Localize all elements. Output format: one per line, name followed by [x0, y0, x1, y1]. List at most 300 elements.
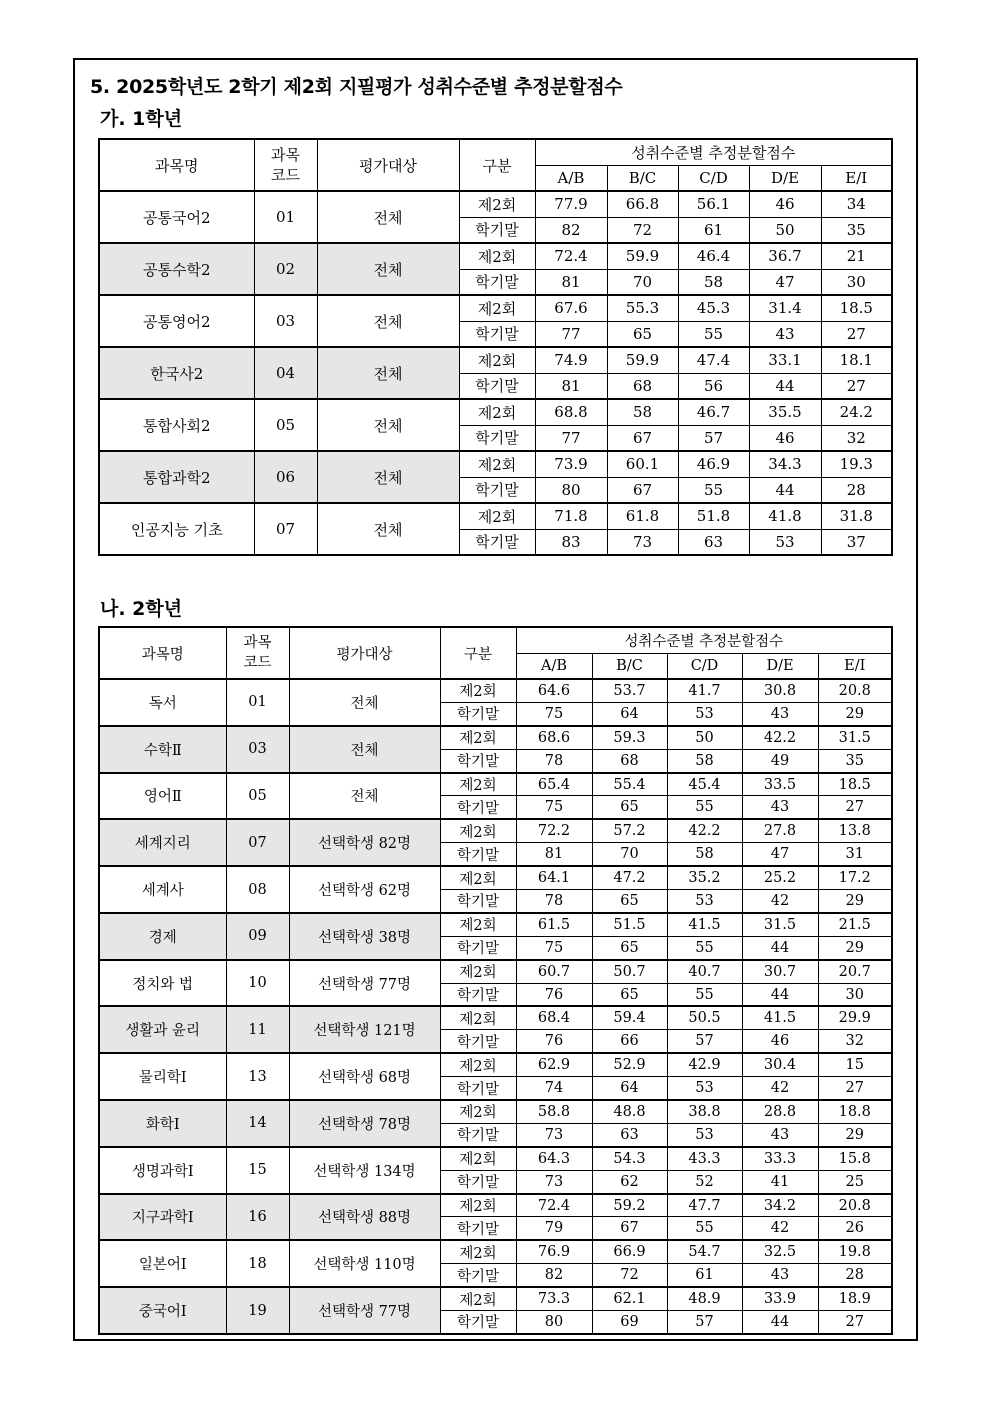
- cut-score: 76: [516, 983, 592, 1006]
- row-type-label: 제2회: [440, 1006, 516, 1029]
- cut-score: 80: [516, 1311, 592, 1334]
- subject-code: 15: [226, 1147, 289, 1194]
- cut-score: 35.5: [749, 399, 821, 425]
- cut-score: 73: [516, 1170, 592, 1193]
- subject-code: 09: [226, 913, 289, 960]
- cut-score: 52: [667, 1170, 742, 1193]
- subject-code: 03: [254, 295, 317, 347]
- cut-score: 68.4: [516, 1006, 592, 1029]
- cut-score: 64.1: [516, 866, 592, 889]
- cut-score: 28: [821, 477, 892, 503]
- cut-score: 77: [535, 425, 607, 451]
- cut-score: 78: [516, 749, 592, 772]
- cut-score: 60.7: [516, 960, 592, 983]
- table-row: [99, 1006, 892, 1029]
- table-row: [99, 913, 892, 936]
- cut-score: 41.5: [667, 913, 742, 936]
- cut-score: 38.8: [667, 1100, 742, 1123]
- cut-score: 27: [821, 321, 892, 347]
- table-row: [99, 1240, 892, 1263]
- row-type-label: 학기말: [440, 1077, 516, 1100]
- cut-score: 45.3: [678, 295, 749, 321]
- cut-score: 35: [818, 749, 892, 772]
- cut-score: 13.8: [818, 819, 892, 842]
- cut-score: 20.8: [818, 679, 892, 702]
- subject-code: 06: [254, 451, 317, 503]
- cut-score: 81: [516, 843, 592, 866]
- cut-score: 29.9: [818, 1006, 892, 1029]
- cut-score: 25: [818, 1170, 892, 1193]
- header-code-line1: 과목: [271, 146, 300, 164]
- table-row: [99, 399, 892, 425]
- subject-name: 정치와 법: [99, 960, 226, 1007]
- cut-score: 59.9: [607, 243, 678, 269]
- cut-score: 81: [535, 269, 607, 295]
- cut-score: 54.7: [667, 1240, 742, 1263]
- grade1-table: [98, 138, 893, 556]
- cut-score: 68: [607, 373, 678, 399]
- eval-target: 전체: [289, 726, 440, 773]
- eval-target: 전체: [289, 773, 440, 820]
- cut-score: 57: [667, 1030, 742, 1053]
- cut-score: 75: [516, 796, 592, 819]
- subject-code: 01: [226, 679, 289, 726]
- cut-score: 55.4: [592, 773, 667, 796]
- cut-score: 53.7: [592, 679, 667, 702]
- table-row: [99, 1100, 892, 1123]
- cut-score: 55: [667, 1217, 742, 1240]
- row-type-label: 학기말: [459, 529, 535, 555]
- cut-score: 62: [592, 1170, 667, 1193]
- cut-score: 33.9: [742, 1287, 818, 1310]
- row-type-label: 제2회: [459, 347, 535, 373]
- cut-score: 73.3: [516, 1287, 592, 1310]
- cut-score: 80: [535, 477, 607, 503]
- cut-score: 28.8: [742, 1100, 818, 1123]
- cut-score: 74.9: [535, 347, 607, 373]
- subject-code: 03: [226, 726, 289, 773]
- eval-target: 선택학생 77명: [289, 960, 440, 1007]
- row-type-label: 학기말: [459, 269, 535, 295]
- cut-score: 63: [678, 529, 749, 555]
- cut-score: 73: [516, 1123, 592, 1146]
- cut-score: 73: [607, 529, 678, 555]
- cut-score: 41.8: [749, 503, 821, 529]
- subject-code: 14: [226, 1100, 289, 1147]
- cut-score: 82: [516, 1264, 592, 1287]
- eval-target: 전체: [289, 679, 440, 726]
- header-level: C/D: [678, 165, 749, 191]
- subject-name: 경제: [99, 913, 226, 960]
- cut-score: 47: [742, 843, 818, 866]
- cut-score: 74: [516, 1077, 592, 1100]
- cut-score: 31.4: [749, 295, 821, 321]
- cut-score: 76: [516, 1030, 592, 1053]
- cut-score: 46: [749, 425, 821, 451]
- cut-score: 62.9: [516, 1053, 592, 1076]
- cut-score: 29: [818, 936, 892, 959]
- eval-target: 전체: [317, 347, 459, 399]
- cut-score: 43: [742, 1123, 818, 1146]
- eval-target: 선택학생 62명: [289, 866, 440, 913]
- cut-score: 15: [818, 1053, 892, 1076]
- cut-score: 66: [592, 1030, 667, 1053]
- table-row: [99, 1053, 892, 1076]
- subject-code: 16: [226, 1194, 289, 1241]
- row-type-label: 학기말: [440, 936, 516, 959]
- cut-score: 33.5: [742, 773, 818, 796]
- cut-score: 49: [742, 749, 818, 772]
- subject-code: 05: [226, 773, 289, 820]
- cut-score: 58: [607, 399, 678, 425]
- row-type-label: 학기말: [440, 1264, 516, 1287]
- table-row: [99, 819, 892, 842]
- cut-score: 36.7: [749, 243, 821, 269]
- cut-score: 58: [667, 843, 742, 866]
- cut-score: 65: [592, 983, 667, 1006]
- header-level: A/B: [535, 165, 607, 191]
- cut-score: 27.8: [742, 819, 818, 842]
- cut-score: 59.3: [592, 726, 667, 749]
- eval-target: 전체: [317, 503, 459, 555]
- cut-score: 31.8: [821, 503, 892, 529]
- cut-score: 44: [742, 983, 818, 1006]
- row-type-label: 제2회: [459, 399, 535, 425]
- cut-score: 18.8: [818, 1100, 892, 1123]
- cut-score: 67.6: [535, 295, 607, 321]
- cut-score: 47.4: [678, 347, 749, 373]
- row-type-label: 제2회: [440, 1053, 516, 1076]
- row-type-label: 제2회: [440, 1147, 516, 1170]
- cut-score: 30: [821, 269, 892, 295]
- cut-score: 43: [742, 796, 818, 819]
- cut-score: 72: [592, 1264, 667, 1287]
- cut-score: 77.9: [535, 191, 607, 217]
- cut-score: 61.8: [607, 503, 678, 529]
- cut-score: 27: [821, 373, 892, 399]
- cut-score: 55: [678, 477, 749, 503]
- cut-score: 31.5: [818, 726, 892, 749]
- cut-score: 35.2: [667, 866, 742, 889]
- cut-score: 37: [821, 529, 892, 555]
- cut-score: 64.3: [516, 1147, 592, 1170]
- table-row: [99, 1287, 892, 1310]
- cut-score: 46: [742, 1030, 818, 1053]
- cut-score: 34.3: [749, 451, 821, 477]
- cut-score: 55: [667, 796, 742, 819]
- row-type-label: 학기말: [459, 373, 535, 399]
- cut-score: 55.3: [607, 295, 678, 321]
- cut-score: 44: [749, 477, 821, 503]
- eval-target: 선택학생 121명: [289, 1006, 440, 1053]
- cut-score: 73.9: [535, 451, 607, 477]
- row-type-label: 학기말: [440, 796, 516, 819]
- cut-score: 18.5: [818, 773, 892, 796]
- cut-score: 53: [667, 702, 742, 725]
- cut-score: 65: [592, 796, 667, 819]
- cut-score: 65.4: [516, 773, 592, 796]
- cut-score: 64: [592, 702, 667, 725]
- cut-score: 66.8: [607, 191, 678, 217]
- header-target: 평가대상: [289, 627, 440, 679]
- cut-score: 59.4: [592, 1006, 667, 1029]
- cut-score: 21: [821, 243, 892, 269]
- section1-title: 가. 1학년: [100, 108, 183, 130]
- cut-score: 29: [818, 890, 892, 913]
- eval-target: 선택학생 88명: [289, 1194, 440, 1241]
- eval-target: 전체: [317, 191, 459, 243]
- row-type-label: 학기말: [440, 843, 516, 866]
- cut-score: 18.9: [818, 1287, 892, 1310]
- cut-score: 62.1: [592, 1287, 667, 1310]
- cut-score: 28: [818, 1264, 892, 1287]
- cut-score: 77: [535, 321, 607, 347]
- cut-score: 60.1: [607, 451, 678, 477]
- cut-score: 51.5: [592, 913, 667, 936]
- cut-score: 67: [607, 477, 678, 503]
- cut-score: 68.8: [535, 399, 607, 425]
- header-type: 구분: [440, 627, 516, 679]
- cut-score: 20.7: [818, 960, 892, 983]
- subject-code: 13: [226, 1053, 289, 1100]
- cut-score: 57: [678, 425, 749, 451]
- cut-score: 27: [818, 1077, 892, 1100]
- row-type-label: 제2회: [459, 451, 535, 477]
- row-type-label: 제2회: [440, 773, 516, 796]
- cut-score: 47: [749, 269, 821, 295]
- header-code-line2: 코드: [243, 655, 272, 671]
- cut-score: 43.3: [667, 1147, 742, 1170]
- cut-score: 35: [821, 217, 892, 243]
- cut-score: 50.5: [667, 1006, 742, 1029]
- cut-score: 47.7: [667, 1194, 742, 1217]
- eval-target: 선택학생 68명: [289, 1053, 440, 1100]
- eval-target: 전체: [317, 399, 459, 451]
- cut-score: 67: [607, 425, 678, 451]
- subject-name: 지구과학Ⅰ: [99, 1194, 226, 1241]
- header-target: 평가대상: [317, 139, 459, 191]
- subject-name: 통합사회2: [99, 399, 254, 451]
- cut-score: 29: [818, 702, 892, 725]
- header-group: 성취수준별 추정분할점수: [535, 139, 892, 165]
- table-row: [99, 726, 892, 749]
- cut-score: 43: [742, 1264, 818, 1287]
- row-type-label: 제2회: [440, 1240, 516, 1263]
- cut-score: 69: [592, 1311, 667, 1334]
- cut-score: 32: [821, 425, 892, 451]
- header-row: [99, 627, 892, 653]
- cut-score: 68: [592, 749, 667, 772]
- cut-score: 55: [678, 321, 749, 347]
- table-row: [99, 451, 892, 477]
- row-type-label: 제2회: [440, 866, 516, 889]
- cut-score: 50: [667, 726, 742, 749]
- row-type-label: 학기말: [440, 1030, 516, 1053]
- cut-score: 27: [818, 796, 892, 819]
- header-level: B/C: [592, 653, 667, 679]
- subject-code: 19: [226, 1287, 289, 1334]
- cut-score: 33.3: [742, 1147, 818, 1170]
- subject-code: 18: [226, 1240, 289, 1287]
- page-title: 5. 2025학년도 2학기 제2회 지필평가 성취수준별 추정분할점수: [90, 76, 623, 98]
- cut-score: 46.7: [678, 399, 749, 425]
- row-type-label: 학기말: [440, 1217, 516, 1240]
- cut-score: 31.5: [742, 913, 818, 936]
- header-level: E/I: [818, 653, 892, 679]
- eval-target: 선택학생 78명: [289, 1100, 440, 1147]
- subject-name: 물리학Ⅰ: [99, 1053, 226, 1100]
- grade2-table: [98, 626, 893, 1335]
- table-row: [99, 866, 892, 889]
- cut-score: 48.8: [592, 1100, 667, 1123]
- cut-score: 19.3: [821, 451, 892, 477]
- cut-score: 30.4: [742, 1053, 818, 1076]
- cut-score: 81: [535, 373, 607, 399]
- subject-name: 일본어Ⅰ: [99, 1240, 226, 1287]
- subject-name: 공통영어2: [99, 295, 254, 347]
- eval-target: 선택학생 134명: [289, 1147, 440, 1194]
- cut-score: 48.9: [667, 1287, 742, 1310]
- cut-score: 44: [742, 936, 818, 959]
- row-type-label: 학기말: [440, 749, 516, 772]
- cut-score: 50: [749, 217, 821, 243]
- row-type-label: 학기말: [459, 425, 535, 451]
- cut-score: 61.5: [516, 913, 592, 936]
- cut-score: 18.1: [821, 347, 892, 373]
- cut-score: 30.8: [742, 679, 818, 702]
- cut-score: 26: [818, 1217, 892, 1240]
- cut-score: 44: [749, 373, 821, 399]
- row-type-label: 제2회: [459, 295, 535, 321]
- table-row: [99, 1147, 892, 1170]
- row-type-label: 학기말: [440, 702, 516, 725]
- section2-title: 나. 2학년: [100, 598, 183, 620]
- row-type-label: 제2회: [440, 913, 516, 936]
- subject-name: 중국어Ⅰ: [99, 1287, 226, 1334]
- subject-name: 공통국어2: [99, 191, 254, 243]
- cut-score: 55: [667, 936, 742, 959]
- cut-score: 32: [818, 1030, 892, 1053]
- cut-score: 61: [667, 1264, 742, 1287]
- row-type-label: 제2회: [440, 1194, 516, 1217]
- header-code: [226, 627, 289, 679]
- cut-score: 17.2: [818, 866, 892, 889]
- cut-score: 42: [742, 890, 818, 913]
- cut-score: 72.4: [516, 1194, 592, 1217]
- cut-score: 75: [516, 936, 592, 959]
- table-row: [99, 960, 892, 983]
- cut-score: 66.9: [592, 1240, 667, 1263]
- cut-score: 19.8: [818, 1240, 892, 1263]
- row-type-label: 제2회: [459, 191, 535, 217]
- cut-score: 68.6: [516, 726, 592, 749]
- cut-score: 71.8: [535, 503, 607, 529]
- cut-score: 58: [678, 269, 749, 295]
- subject-code: 07: [226, 819, 289, 866]
- cut-score: 42.9: [667, 1053, 742, 1076]
- cut-score: 41.7: [667, 679, 742, 702]
- subject-name: 독서: [99, 679, 226, 726]
- subject-name: 한국사2: [99, 347, 254, 399]
- header-level: A/B: [516, 653, 592, 679]
- subject-name: 생활과 윤리: [99, 1006, 226, 1053]
- cut-score: 47.2: [592, 866, 667, 889]
- cut-score: 56.1: [678, 191, 749, 217]
- cut-score: 65: [607, 321, 678, 347]
- cut-score: 59.2: [592, 1194, 667, 1217]
- row-type-label: 제2회: [459, 243, 535, 269]
- row-type-label: 제2회: [440, 1287, 516, 1310]
- cut-score: 50.7: [592, 960, 667, 983]
- cut-score: 75: [516, 702, 592, 725]
- cut-score: 65: [592, 936, 667, 959]
- row-type-label: 학기말: [459, 217, 535, 243]
- cut-score: 55: [667, 983, 742, 1006]
- table-row: [99, 295, 892, 321]
- cut-score: 67: [592, 1217, 667, 1240]
- subject-name: 영어Ⅱ: [99, 773, 226, 820]
- row-type-label: 제2회: [440, 960, 516, 983]
- eval-target: 전체: [317, 451, 459, 503]
- row-type-label: 제2회: [440, 726, 516, 749]
- subject-name: 세계지리: [99, 819, 226, 866]
- cut-score: 31: [818, 843, 892, 866]
- cut-score: 58: [667, 749, 742, 772]
- cut-score: 15.8: [818, 1147, 892, 1170]
- eval-target: 전체: [317, 295, 459, 347]
- cut-score: 46.4: [678, 243, 749, 269]
- header-code: [254, 139, 317, 191]
- cut-score: 52.9: [592, 1053, 667, 1076]
- row-type-label: 제2회: [459, 503, 535, 529]
- eval-target: 선택학생 77명: [289, 1287, 440, 1334]
- row-type-label: 학기말: [459, 321, 535, 347]
- table-row: [99, 347, 892, 373]
- row-type-label: 학기말: [440, 1311, 516, 1334]
- cut-score: 42.2: [667, 819, 742, 842]
- cut-score: 42.2: [742, 726, 818, 749]
- cut-score: 53: [667, 890, 742, 913]
- subject-code: 07: [254, 503, 317, 555]
- subject-name: 세계사: [99, 866, 226, 913]
- cut-score: 43: [749, 321, 821, 347]
- cut-score: 53: [667, 1077, 742, 1100]
- cut-score: 76.9: [516, 1240, 592, 1263]
- cut-score: 24.2: [821, 399, 892, 425]
- header-subject: 과목명: [99, 139, 254, 191]
- subject-code: 01: [254, 191, 317, 243]
- subject-name: 공통수학2: [99, 243, 254, 295]
- cut-score: 63: [592, 1123, 667, 1146]
- cut-score: 70: [592, 843, 667, 866]
- subject-code: 04: [254, 347, 317, 399]
- subject-name: 인공지능 기초: [99, 503, 254, 555]
- table-row: [99, 1194, 892, 1217]
- subject-code: 10: [226, 960, 289, 1007]
- subject-code: 05: [254, 399, 317, 451]
- eval-target: 선택학생 110명: [289, 1240, 440, 1287]
- cut-score: 41.5: [742, 1006, 818, 1029]
- cut-score: 54.3: [592, 1147, 667, 1170]
- row-type-label: 학기말: [440, 890, 516, 913]
- header-row: [99, 139, 892, 165]
- cut-score: 83: [535, 529, 607, 555]
- cut-score: 65: [592, 890, 667, 913]
- cut-score: 59.9: [607, 347, 678, 373]
- subject-code: 08: [226, 866, 289, 913]
- cut-score: 64.6: [516, 679, 592, 702]
- cut-score: 53: [667, 1123, 742, 1146]
